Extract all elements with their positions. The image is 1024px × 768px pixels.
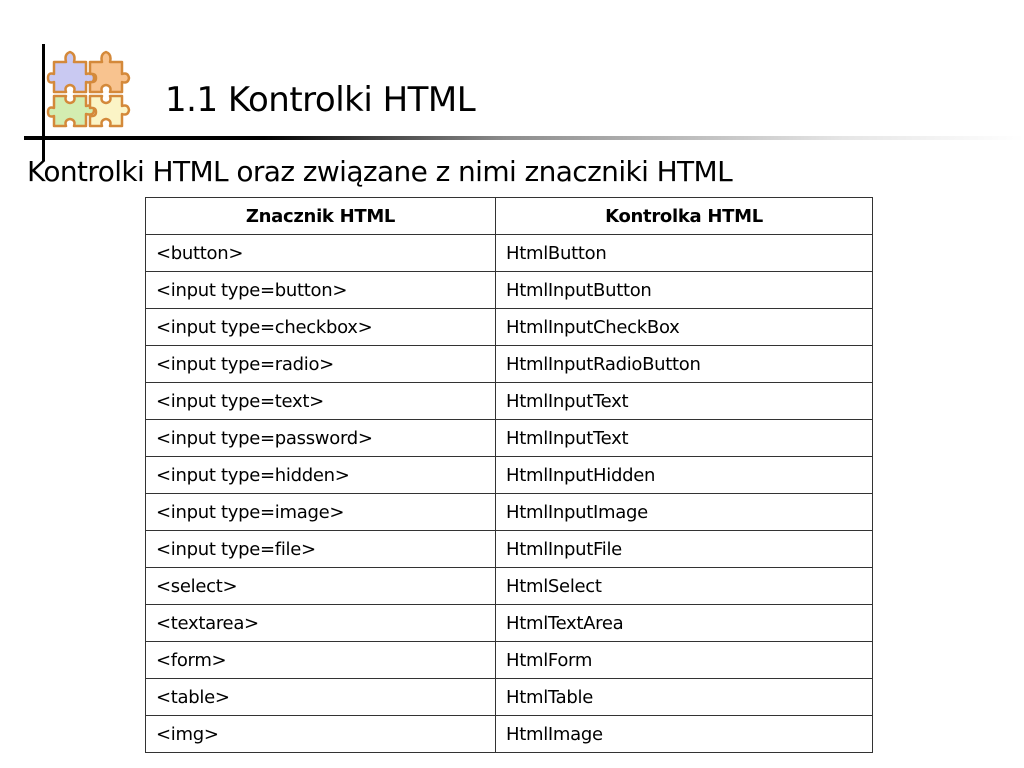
tag-cell: <input type=image> xyxy=(146,494,496,531)
table-row xyxy=(146,494,873,531)
control-cell: HtmlInputButton xyxy=(496,272,873,309)
html-controls-table xyxy=(145,197,873,753)
table-row xyxy=(146,605,873,642)
control-cell: HtmlTable xyxy=(496,679,873,716)
table-row xyxy=(146,642,873,679)
table-header-row xyxy=(146,198,873,235)
table-row xyxy=(146,309,873,346)
table-row xyxy=(146,420,873,457)
control-cell: HtmlInputCheckBox xyxy=(496,309,873,346)
table-row xyxy=(146,272,873,309)
tag-cell: <input type=checkbox> xyxy=(146,309,496,346)
tag-cell: <table> xyxy=(146,679,496,716)
control-cell: HtmlInputRadioButton xyxy=(496,346,873,383)
slide-subtitle: Kontrolki HTML oraz związane z nimi znaczniki HTML xyxy=(27,155,733,188)
control-cell: HtmlInputFile xyxy=(496,531,873,568)
control-cell: HtmlTextArea xyxy=(496,605,873,642)
slide-title: 1.1 Kontrolki HTML xyxy=(165,80,476,120)
tag-cell: <textarea> xyxy=(146,605,496,642)
title-horizontal-rule xyxy=(24,136,1024,140)
control-cell: HtmlImage xyxy=(496,716,873,753)
control-cell: HtmlInputImage xyxy=(496,494,873,531)
tag-cell: <select> xyxy=(146,568,496,605)
table-row xyxy=(146,383,873,420)
tag-cell: <input type=hidden> xyxy=(146,457,496,494)
control-cell: HtmlInputText xyxy=(496,420,873,457)
tag-cell: <input type=file> xyxy=(146,531,496,568)
tag-cell: <input type=radio> xyxy=(146,346,496,383)
table-row xyxy=(146,235,873,272)
control-cell: HtmlForm xyxy=(496,642,873,679)
tag-cell: <input type=password> xyxy=(146,420,496,457)
tag-cell: <input type=text> xyxy=(146,383,496,420)
table-row xyxy=(146,568,873,605)
table-row xyxy=(146,457,873,494)
table-row xyxy=(146,716,873,753)
tag-cell: <form> xyxy=(146,642,496,679)
column-header-control: Kontrolka HTML xyxy=(496,198,873,235)
tag-cell: <img> xyxy=(146,716,496,753)
puzzle-pieces-icon xyxy=(46,40,142,136)
control-cell: HtmlInputText xyxy=(496,383,873,420)
title-vertical-rule xyxy=(42,44,45,161)
table-row xyxy=(146,679,873,716)
control-cell: HtmlButton xyxy=(496,235,873,272)
table-row xyxy=(146,346,873,383)
table-row xyxy=(146,531,873,568)
tag-cell: <button> xyxy=(146,235,496,272)
control-cell: HtmlInputHidden xyxy=(496,457,873,494)
tag-cell: <input type=button> xyxy=(146,272,496,309)
control-cell: HtmlSelect xyxy=(496,568,873,605)
column-header-tag: Znacznik HTML xyxy=(146,198,496,235)
